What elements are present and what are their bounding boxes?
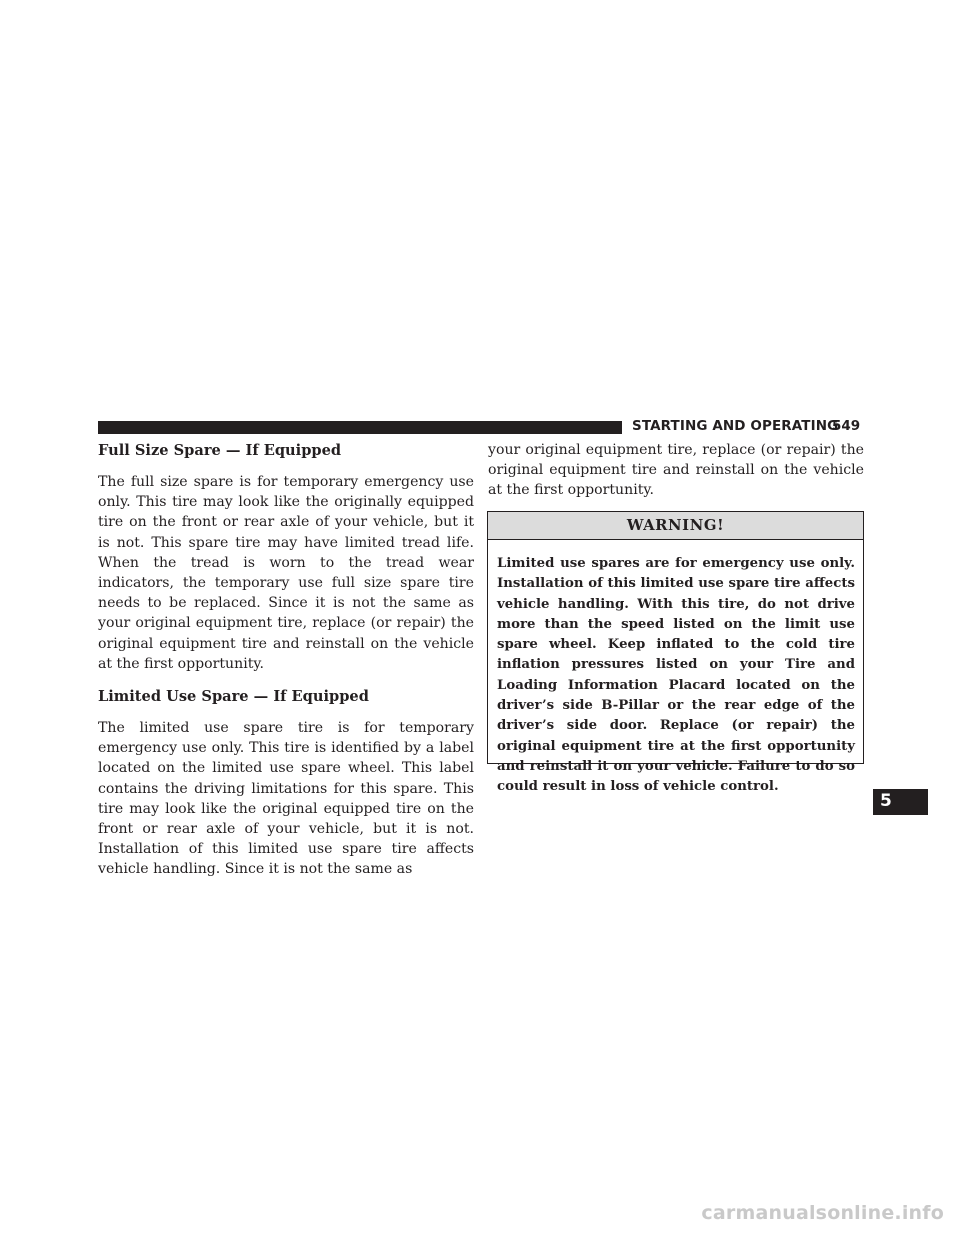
- heading-full-size-spare: Full Size Spare — If Equipped: [98, 442, 342, 459]
- heading-limited-use-spare: Limited Use Spare — If Equipped: [98, 688, 369, 706]
- header-rule: [98, 421, 622, 434]
- warning-body: Limited use spares are for emergency use only. Installation of this limited use spare tire affects vehicle handling. With this tire, do not drive more than the speed listed on the limit use spare wheel. Keep inflated to the cold tire inflation pressures listed on your Tire and Loading Information Placard located on the driver’s side B-Pillar or the rear edge of the driver’s side door. Replace (or repair) the original equipment tire at the first opportunity and reinstall it on your vehicle. Failure to do so could result in loss of vehicle control.: [497, 556, 855, 795]
- right-column: [488, 440, 864, 501]
- page-number: 549: [832, 418, 861, 434]
- chapter-tab: [873, 789, 928, 815]
- left-column: [98, 441, 474, 880]
- watermark: carmanualsonline.info: [701, 1202, 944, 1224]
- paragraph-full-size-spare: The full size spare is for temporary emergency use only. This tire may look like the originally equipped tire on the front or rear axle of your vehicle, but it is not. This spare tire may have limited tread life. When the tread is worn to the tread wear indicators, the temporary use full size spare tire needs to be replaced. Since it is not the same as your original equipment tire, replace (or repair) the original equipment tire and reinstall on the vehicle at the first opportunity.: [98, 474, 474, 672]
- warning-box: [487, 511, 864, 795]
- paragraph-limited-use-spare: The limited use spare tire is for temporary emergency use only. This tire is identified by a label located on the limited use spare wheel. This label contains the driving limitations for this spare. This tire may look like the original equipped tire on the front or rear axle of your vehicle, but it is not. Installation of this limited use spare tire affects vehicle handling. Since it is not the same as: [98, 720, 474, 878]
- warning-title: WARNING!: [488, 512, 863, 540]
- section-title: STARTING AND OPERATING: [632, 418, 839, 434]
- paragraph-continued: your original equipment tire, replace (or repair) the original equipment tire and reinstall on the vehicle at the first opportunity.: [488, 442, 864, 499]
- chapter-number: 5: [880, 791, 892, 811]
